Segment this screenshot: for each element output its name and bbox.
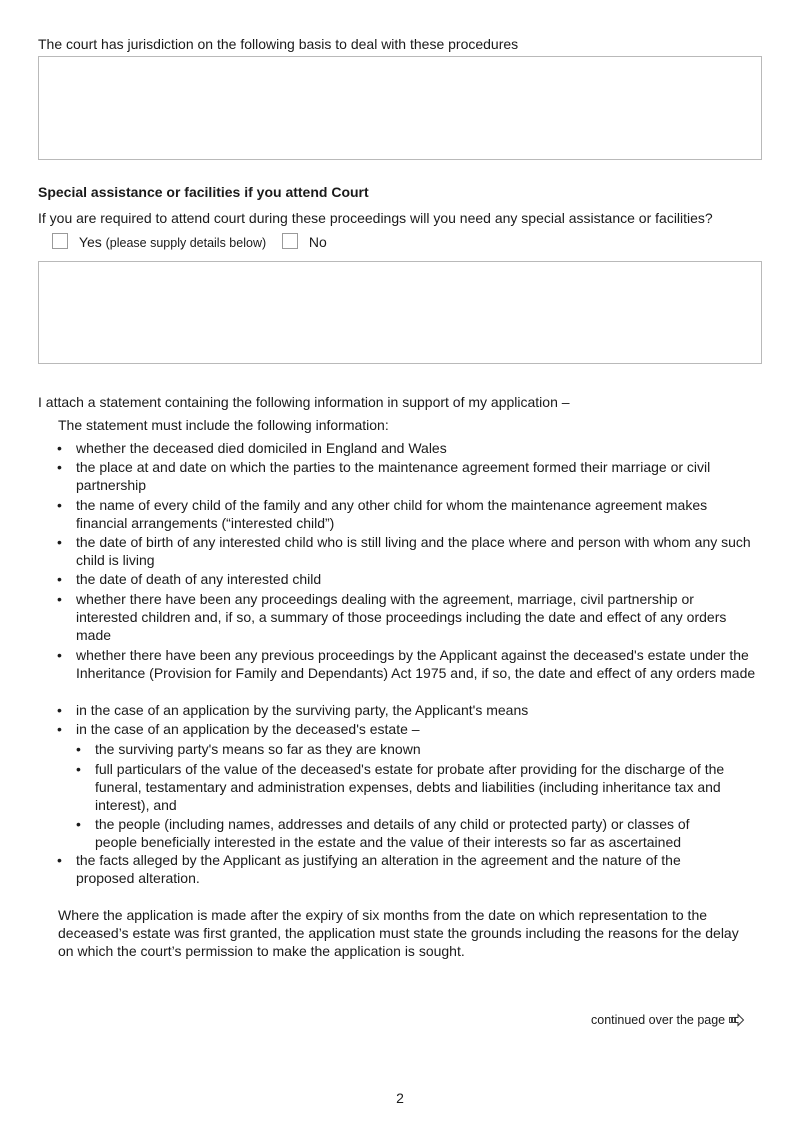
yes-checkbox[interactable] — [52, 233, 68, 249]
continued-text: continued over the page — [591, 1013, 726, 1027]
statement-intro: I attach a statement containing the following information in support of my application – — [38, 394, 570, 410]
statement-item: • whether there have been any proceedings dealing with the agreement, marriage, civil partnership or interested children and, if so, a summary of those proceedings including the date and effect of any orders made — [57, 591, 727, 644]
statement-item: • whether the deceased died domiciled in England and Wales — [57, 440, 447, 456]
arrow-right-icon — [729, 1013, 745, 1030]
no-label: No — [308, 234, 327, 250]
special-assistance-details-textbox[interactable] — [38, 261, 762, 364]
statement-sub-item: • the surviving party's means so far as they are known — [76, 741, 421, 757]
yes-label: Yes — [78, 234, 102, 250]
statement-sub-item: • full particulars of the value of the deceased's estate for probate after providing for the discharge of the funeral, testamentary and administration expenses, debts and liabilities (including inheritance tax and interest), and — [76, 761, 725, 814]
no-checkbox[interactable] — [282, 233, 298, 249]
statement-item: • the name of every child of the family and any other child for whom the maintenance agreement makes financial arrangements (“interested child”) — [57, 497, 708, 532]
statement-closing: Where the application is made after the expiry of six months from the date on which representation to the deceased’s estate was first granted, the application must state the grounds including the reasons for the delay on which the court’s permission to make the application is sought. — [58, 907, 739, 960]
page-number: 2 — [396, 1090, 404, 1106]
special-assistance-options — [52, 233, 327, 252]
jurisdiction-label: The court has jurisdiction on the following basis to deal with these procedures — [38, 36, 519, 52]
yes-note: (please supply details below) — [105, 236, 267, 250]
statement-item: • the place at and date on which the parties to the maintenance agreement formed their marriage or civil partnership — [57, 459, 711, 494]
special-assistance-question: If you are required to attend court during these proceedings will you need any special assistance or facilities? — [38, 210, 713, 226]
statement-item: • whether there have been any previous proceedings by the Applicant against the deceased's estate under the Inheritance (Provision for Family and Dependants) Act 1975 and, if so, the date and effect of any orders made — [57, 647, 756, 682]
statement-item: • the date of birth of any interested child who is still living and the place where and person with whom any such child is living — [57, 534, 751, 569]
statement-item: • in the case of an application by the surviving party, the Applicant's means — [57, 702, 529, 718]
continued-over-the-page — [591, 1013, 745, 1030]
statement-item: • the facts alleged by the Applicant as justifying an alteration in the agreement and the nature of the proposed alteration. — [57, 852, 681, 887]
special-assistance-heading: Special assistance or facilities if you attend Court — [38, 184, 369, 200]
statement-item: • in the case of an application by the deceased's estate – — [57, 721, 420, 737]
statement-sub-item: • the people (including names, addresses and details of any child or protected party) or classes of people beneficially interested in the estate and the value of their interests so far as ascertained — [76, 816, 690, 851]
statement-item: • the date of death of any interested child — [57, 571, 322, 587]
jurisdiction-textbox[interactable] — [38, 56, 762, 160]
statement-must-include: The statement must include the following information: — [58, 417, 389, 433]
